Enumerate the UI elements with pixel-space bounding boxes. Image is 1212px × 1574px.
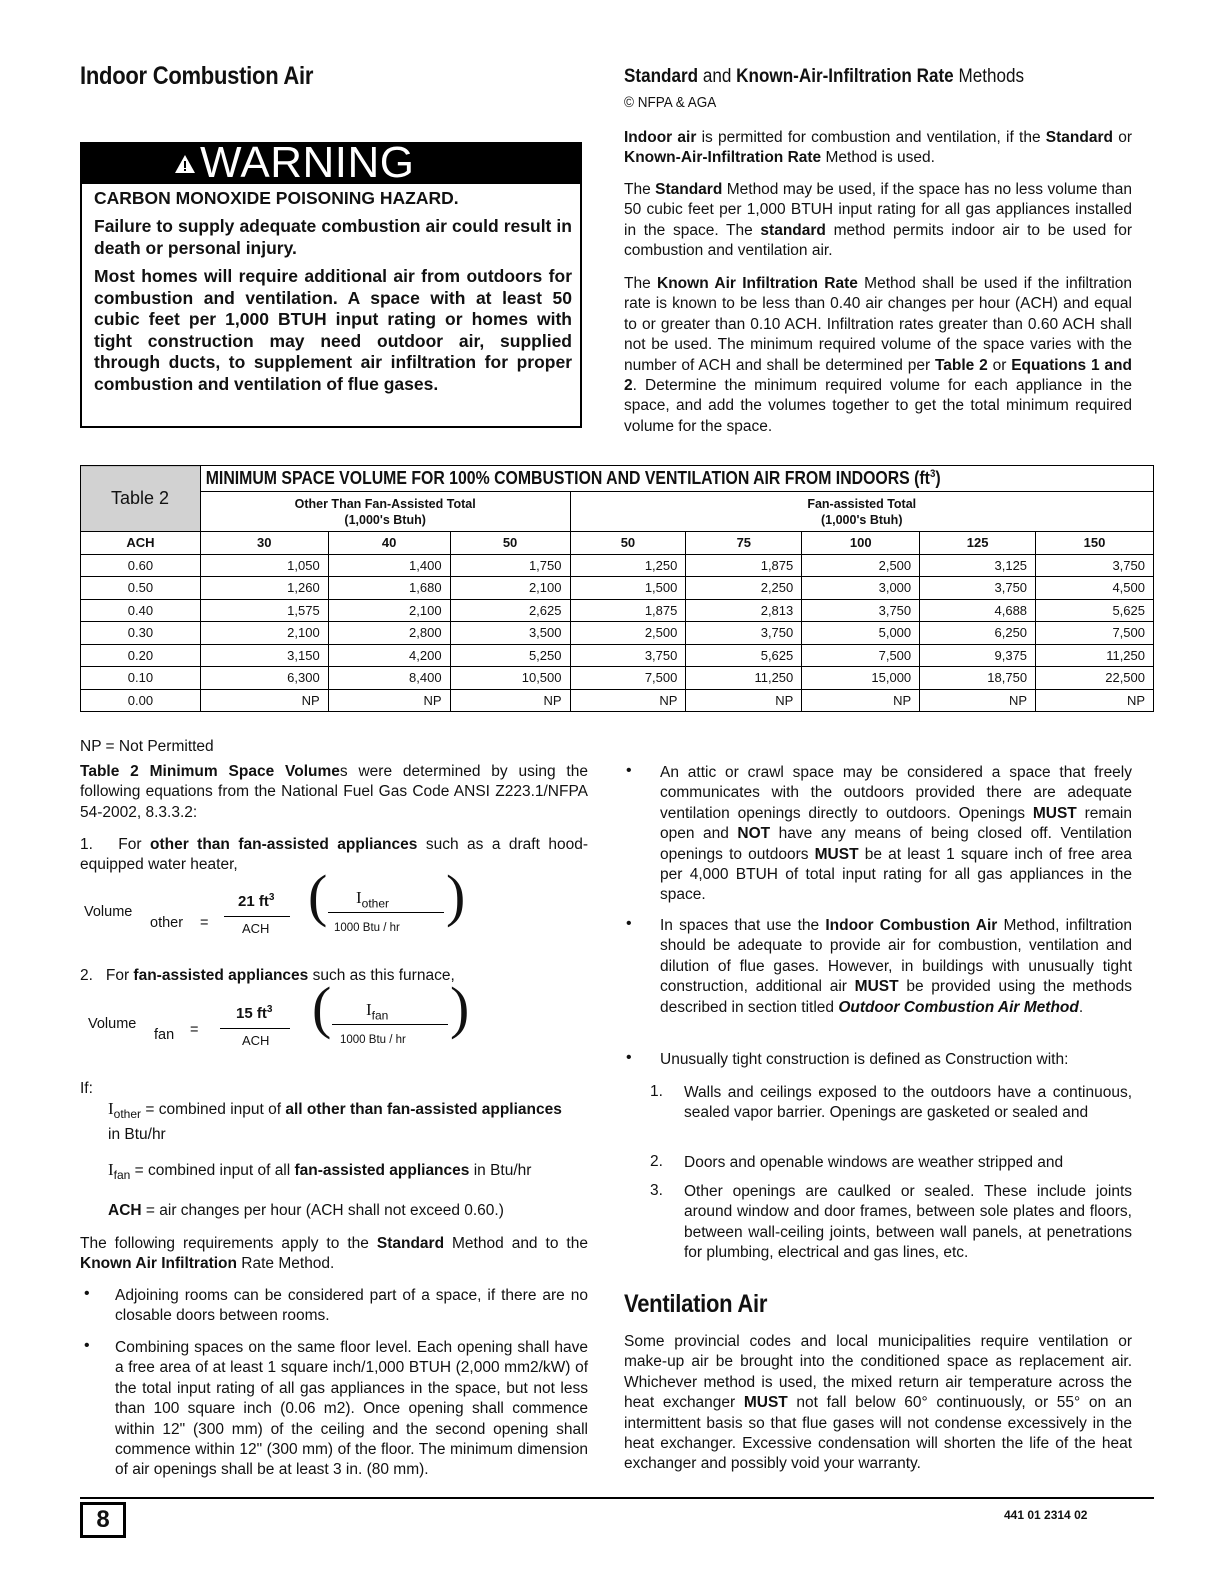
table-cell: 5,000 xyxy=(802,622,920,645)
list-item-1: 1. For other than fan-assisted appliances such as a draft hood-equipped water heater, xyxy=(80,836,588,874)
table-cell: 8,400 xyxy=(328,667,450,690)
table-cell: NP xyxy=(920,689,1036,712)
warning-box xyxy=(80,138,582,428)
list-number: 3. xyxy=(650,1182,663,1199)
document-number: 441 01 2314 02 xyxy=(1004,1508,1088,1522)
warning-hazard: CARBON MONOXIDE POISONING HAZARD. xyxy=(94,188,459,208)
if-label: If: xyxy=(80,1080,93,1097)
col-header: ACH xyxy=(81,532,201,555)
table-cell: 3,125 xyxy=(920,554,1036,577)
table-cell: 2,500 xyxy=(570,622,686,645)
table-cell: NP xyxy=(1036,689,1154,712)
bullet-icon: • xyxy=(84,1337,90,1354)
warning-triangle-icon xyxy=(174,154,196,174)
tight-construction-item-1: Walls and ceilings exposed to the outdoors have a continuous, sealed vapor barrier. Openings are gasketed or sealed and xyxy=(684,1084,1132,1122)
table-cell: 0.30 xyxy=(81,622,201,645)
definition-i-fan: $I_{fan}$ = combined input of all fan-assisted appliances in Btu/hr xyxy=(108,1160,532,1183)
page-number: 8 xyxy=(80,1502,126,1538)
table-cell: NP xyxy=(802,689,920,712)
bullet-adjoining-rooms: Adjoining rooms can be considered part of a space, if there are no closable doors between rooms. xyxy=(115,1287,588,1325)
table-cell: 3,750 xyxy=(570,644,686,667)
table-row xyxy=(81,667,1154,690)
bullet-tight-construction: Unusually tight construction is defined as Construction with: xyxy=(660,1051,1069,1068)
table-cell: 1,680 xyxy=(328,577,450,600)
list-item-2: 2. For fan-assisted appliances such as this furnace, xyxy=(80,967,455,984)
footer-rule xyxy=(80,1497,1154,1499)
table-cell: 11,250 xyxy=(1036,644,1154,667)
table-group-fan: Fan-assisted Total (1,000's Btuh) xyxy=(570,492,1154,532)
table-cell: 3,750 xyxy=(1036,554,1154,577)
table-cell: 2,800 xyxy=(328,622,450,645)
bullet-icon: • xyxy=(84,1285,90,1302)
equation-2: Volume fan = 15 $ft^3$ ACH ( $I_{fan}$ 1000 Btu / hr ) xyxy=(88,975,470,1048)
table-cell: 3,750 xyxy=(920,577,1036,600)
list-number: 1. xyxy=(650,1083,663,1100)
table-row xyxy=(81,689,1154,712)
table-cell: 0.20 xyxy=(81,644,201,667)
table-cell: 2,250 xyxy=(686,577,802,600)
list-number: 2. xyxy=(650,1153,663,1170)
warning-word: WARNING xyxy=(200,138,415,187)
table-cell: 4,500 xyxy=(1036,577,1154,600)
table-cell: 1,500 xyxy=(570,577,686,600)
table-cell: 3,500 xyxy=(450,622,570,645)
table-cell: 9,375 xyxy=(920,644,1036,667)
warning-header xyxy=(82,138,580,187)
table-cell: 0.00 xyxy=(81,689,201,712)
bullet-indoor-combustion: In spaces that use the Indoor Combustion Air Method, infiltration should be adequate to provide air for combustion, ventilation and dilution of flue gases. However, in buildings with unusually tight construction, additional air MUST be provided using the methods described in section titled Outdoor Combustion Air Method. xyxy=(660,917,1133,1016)
paragraph-requirements: The following requirements apply to the Standard Method and to the Known Air Infiltration Rate Method. xyxy=(80,1235,588,1273)
bullet-attic-crawl-space: An attic or crawl space may be considered a space that freely communicates with the outdoors provided there are adequate ventilation openings directly to outdoors. Openings MUST remain open and NOT have any means of being closed off. Ventilation openings to outdoors MUST be at least 1 square inch of free area per 4,000 BTUH of total input rating for all gas appliances in the space. xyxy=(660,764,1132,904)
table-cell: 1,750 xyxy=(450,554,570,577)
table-label: Table 2 xyxy=(81,466,201,532)
table-title: MINIMUM SPACE VOLUME FOR 100% COMBUSTION AND VENTILATION AIR FROM INDOORS $(ft^3)$ xyxy=(200,466,1039,492)
table-cell: NP xyxy=(570,689,686,712)
table-cell: 6,300 xyxy=(200,667,328,690)
col-header: 100 xyxy=(802,532,920,555)
table-cell: 2,625 xyxy=(450,599,570,622)
col-header: 125 xyxy=(920,532,1036,555)
table-cell: 3,150 xyxy=(200,644,328,667)
table-cell: 3,750 xyxy=(686,622,802,645)
col-header: 50 xyxy=(450,532,570,555)
table-cell: 2,100 xyxy=(328,599,450,622)
table-cell: 7,500 xyxy=(802,644,920,667)
table-cell: 3,750 xyxy=(802,599,920,622)
table-cell: 5,625 xyxy=(1036,599,1154,622)
table-cell: NP xyxy=(450,689,570,712)
bullet-icon: • xyxy=(626,1049,632,1066)
table-cell: 5,625 xyxy=(686,644,802,667)
table-cell: 2,100 xyxy=(200,622,328,645)
tight-construction-item-2: Doors and openable windows are weather stripped and xyxy=(684,1154,1064,1171)
table-cell: 1,575 xyxy=(200,599,328,622)
warning-text-2: Most homes will require additional air from outdoors for combustion and ventilation. A space with at least 50 cubic feet per 1,000 BTUH input rating or homes with tight construction may need outdoor air, supplied through ducts, to supplement air infiltration for proper combustion and ventilation of flue gases. xyxy=(94,266,572,394)
table-row xyxy=(81,554,1154,577)
ventilation-air-title: Ventilation Air xyxy=(624,1290,768,1318)
table-cell: 1,400 xyxy=(328,554,450,577)
table-group-other: Other Than Fan-Assisted Total (1,000's Btuh) xyxy=(200,492,570,532)
col-header: 75 xyxy=(686,532,802,555)
bullet-icon: • xyxy=(626,915,632,932)
copyright-line: © NFPA & AGA xyxy=(624,94,717,111)
table-cell: 6,250 xyxy=(920,622,1036,645)
table-cell: 1,875 xyxy=(686,554,802,577)
table-cell: NP xyxy=(686,689,802,712)
table-cell: 11,250 xyxy=(686,667,802,690)
table-cell: NP xyxy=(328,689,450,712)
table-cell: 1,250 xyxy=(570,554,686,577)
table-cell: 1,260 xyxy=(200,577,328,600)
table-cell: 0.60 xyxy=(81,554,201,577)
table-cell: 2,500 xyxy=(802,554,920,577)
paragraph-table2-intro: Table 2 Minimum Space Volumes were determined by using the following equations from the National Fuel Gas Code ANSI Z223.1/NFPA 54-2002, 8.3.3.2: xyxy=(80,763,588,821)
table-cell: 4,688 xyxy=(920,599,1036,622)
warning-text-1: Failure to supply adequate combustion air could result in death or personal injury. xyxy=(94,216,572,258)
paragraph-indoor-air: Indoor air is permitted for combustion and ventilation, if the Standard or Known-Air-Infiltration Rate Method is used. xyxy=(624,129,1132,167)
table-cell: 0.10 xyxy=(81,667,201,690)
table-cell: 15,000 xyxy=(802,667,920,690)
col-header: 50 xyxy=(570,532,686,555)
table-cell: 2,100 xyxy=(450,577,570,600)
equation-1: Volume other = 21 $ft^3$ ACH ( $I_{other}$ 1000 Btu / hr ) xyxy=(84,863,466,936)
table-cell: 1,050 xyxy=(200,554,328,577)
bullet-icon: • xyxy=(626,762,632,779)
table-row xyxy=(81,599,1154,622)
table-cell: 1,875 xyxy=(570,599,686,622)
paragraph-known-air-method: The Known Air Infiltration Rate Method shall be used if the infiltration rate is known to be less than 0.40 air changes per hour (ACH) and equal to or greater than 0.10 ACH. Infiltration rates greater than 0.60 ACH shall not be used. The minimum required volume of the space varies with the number of ACH and shall be determined per Table 2 or Equations 1 and 2. Determine the minimum required volume for each appliance in the space, and add the volumes together to get the total minimum required volume for the space. xyxy=(624,275,1132,435)
col-header: 40 xyxy=(328,532,450,555)
table-cell: 18,750 xyxy=(920,667,1036,690)
tight-construction-item-3: Other openings are caulked or sealed. These include joints around window and door frames, between sole plates and floors, between wall-ceiling joints, between wall panels, at penetrations for plumbing, electrical and gas lines, etc. xyxy=(684,1183,1132,1262)
definition-ach: ACH = air changes per hour (ACH shall not exceed 0.60.) xyxy=(108,1202,504,1219)
table-cell: NP xyxy=(200,689,328,712)
col-header: 150 xyxy=(1036,532,1154,555)
table-2 xyxy=(80,465,1154,712)
table-cell: 5,250 xyxy=(450,644,570,667)
table-cell: 2,813 xyxy=(686,599,802,622)
section-title-standard-methods: Standard and Known-Air-Infiltration Rate Methods xyxy=(624,66,1025,87)
table-cell: 0.50 xyxy=(81,577,201,600)
table-cell: 7,500 xyxy=(1036,622,1154,645)
table-cell: 10,500 xyxy=(450,667,570,690)
table-row xyxy=(81,644,1154,667)
col-header: 30 xyxy=(200,532,328,555)
paragraph-ventilation-air: Some provincial codes and local municipalities require ventilation or make-up air be brought into the conditioned space as replacement air. Whichever method is used, the mixed return air temperature across the heat exchanger MUST not fall below 60° continuously, or 55° on an intermittent basis so that flue gases will not condense excessively in the heat exchanger. Excessive condensation will shorten the life of the heat exchanger and possibly void your warranty. xyxy=(624,1333,1132,1473)
np-note: NP = Not Permitted xyxy=(80,738,214,755)
table-row xyxy=(81,577,1154,600)
table-cell: 4,200 xyxy=(328,644,450,667)
table-cell: 22,500 xyxy=(1036,667,1154,690)
table-cell: 0.40 xyxy=(81,599,201,622)
definition-i-other: $I_{other}$ = combined input of all other than fan-assisted appliances in Btu/hr xyxy=(108,1099,562,1143)
table-cell: 7,500 xyxy=(570,667,686,690)
paragraph-standard-method: The Standard Method may be used, if the space has no less volume than 50 cubic feet per 1,000 BTUH input rating for all gas appliances installed in the space. The standard method permits indoor air to be used for combustion and ventilation air. xyxy=(624,181,1132,260)
table-cell: 3,000 xyxy=(802,577,920,600)
table-row xyxy=(81,622,1154,645)
table-header-row xyxy=(81,532,1154,555)
bullet-combining-spaces: Combining spaces on the same floor level. Each opening shall have a free area of at least 1 square inch/1,000 BTUH (2,000 mm2/kW) of the total input rating of all gas appliances in the space, but not less than 100 square inch (0.06 m2). Once opening shall commence within 12" (300 mm) of the ceiling and the second opening shall commence within 12" (300 mm) of the floor. The minimum dimension of air openings shall be at least 3 in. (80 mm). xyxy=(115,1339,588,1479)
page-title: Indoor Combustion Air xyxy=(80,62,314,90)
